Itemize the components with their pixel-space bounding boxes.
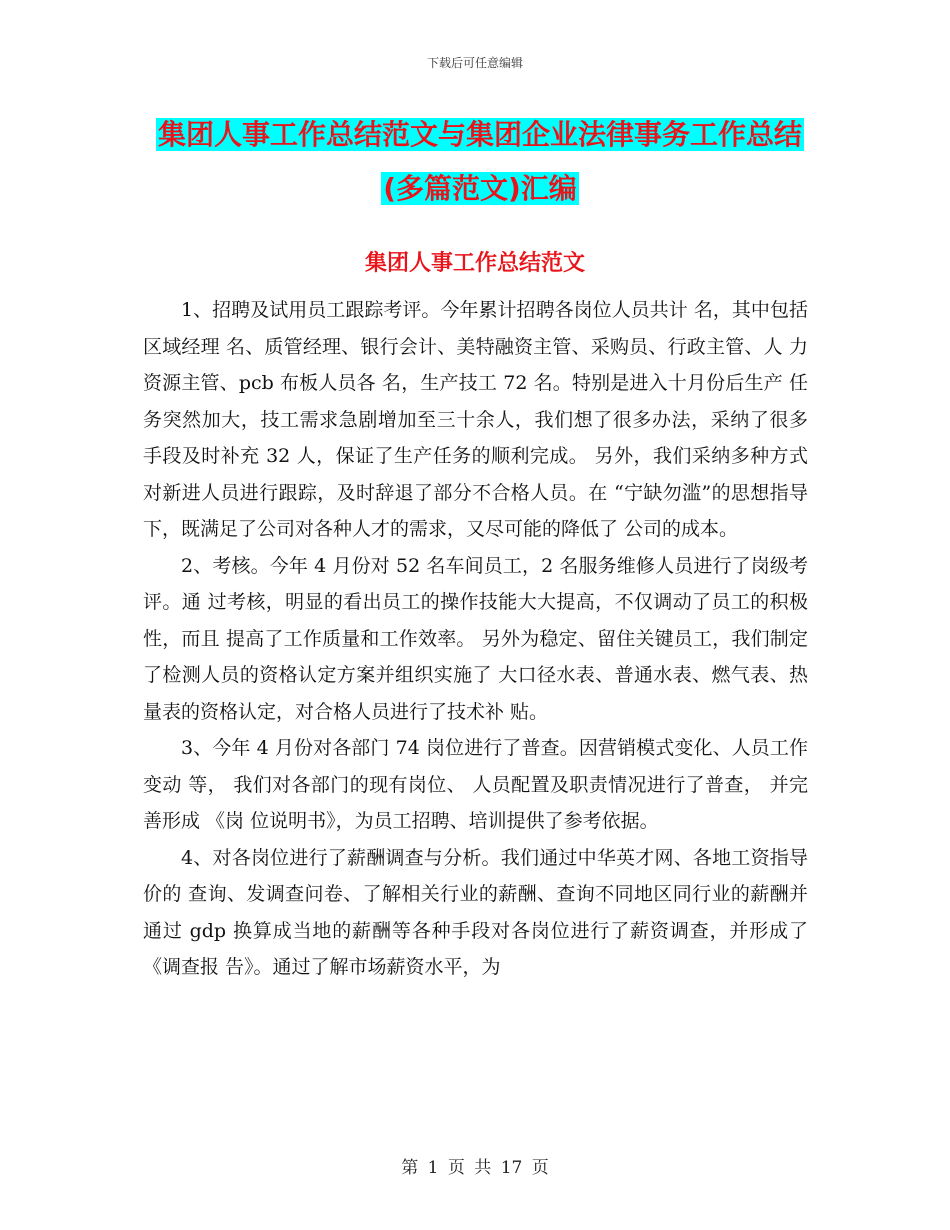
paragraph-4: 4、对各岗位进行了薪酬调查与分析。我们通过中华英才网、各地工资指导价的 查询、发调查问卷、了解相关行业的薪酬、查询不同地区同行业的薪酬并通过 gdp 换算成当地的薪酬等各种手段对各岗位进行了薪资调查，并形成了《调查报 告》。通过了解市场薪资水平，为 (143, 846, 808, 978)
paragraph-3: 3、今年 4 月份对各部门 74 岗位进行了普查。因营销模式变化、人员工作变动 等， 我们对各部门的现有岗位、 人员配置及职责情况进行了普查， 并完善形成 《岗 位说明书》，为员工招聘、培训提供了参考依据。 (143, 737, 808, 832)
document-title (140, 108, 820, 216)
document-title-line-2: (多篇范文)汇编 (383, 172, 577, 205)
section-title: 集团人事工作总结范文 (364, 251, 585, 276)
page-footer: 第 1 页 共 17 页 (401, 1158, 549, 1178)
paragraph-2: 2、考核。今年 4 月份对 52 名车间员工，2 名服务维修人员进行了岗级考评。通 过考核，明显的看出员工的操作技能大大提高，不仅调动了员工的积极性，而且 提高了工作质量和工作效率。 另外为稳定、留住关键员工，我们制定了检测人员的资格认定方案并组织实施了 大口径水表、普通水表、燃气表、热量表的资格认定，对合格人员进行了技术补 贴。 (143, 554, 808, 723)
paragraph-1: 1、招聘及试用员工跟踪考评。今年累计招聘各岗位人员共计 名，其中包括 区域经理 名、质管经理、银行会计、美特融资主管、采购员、行政主管、人 力资源主管、pcb 布板人员各 名，生产技工 72 名。特别是进入十月份后生产 任务突然加大，技工需求急剧增加至三十余人，我们想了很多办法，采纳了很多 手段及时补充 32 人，保证了生产任务的顺利完成。 另外，我们采纳多种方式对新进人员进行跟踪，及时辞退了部分不合格人员。在 “宁缺勿滥”的思想指导下，既满足了公司对各种人才的需求，又尽可能的降低了 公司的成本。 (143, 299, 808, 540)
document-title-line-1: 集团人事工作总结范文与集团企业法律事务工作总结 (157, 118, 802, 151)
document-body (143, 292, 808, 986)
page-header-note: 下载后可任意编辑 (426, 56, 523, 70)
